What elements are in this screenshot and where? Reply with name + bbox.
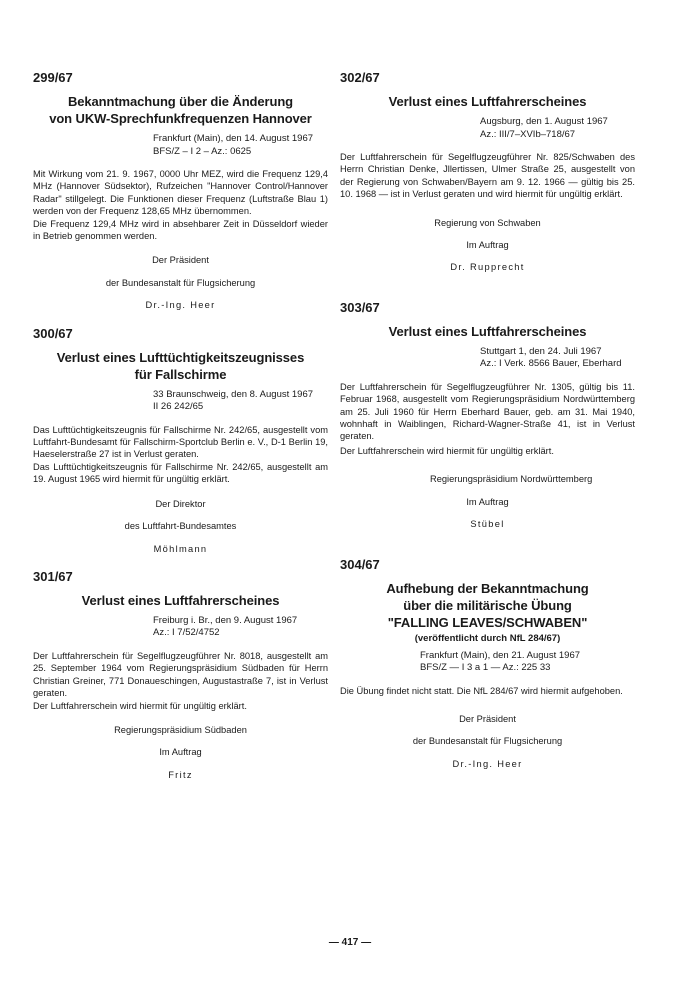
notice-body: Mit Wirkung vom 21. 9. 1967, 0000 Uhr MEZ, wird die Frequenz 129,4 MHz (Hannover Südsektor), Rufzeichen "Hannover Control/Hannover Radar" stillgelegt. Die Funktionen dieser Frequenz (Luftstraße Blau 1) werden von der Frequenz 128,65 MHz übernommen. Die Frequenz 129,4 MHz wird in absehbarer Zeit in Düsseldorf wieder in Betrieb genommen werden. [33, 169, 328, 242]
notice-subtitle: (veröffentlicht durch NfL 284/67) [414, 632, 561, 644]
notice-301 [33, 569, 328, 781]
notice-title: Bekanntmachung über die Änderung von UKW-Sprechfunkfrequenzen Hannover [49, 94, 312, 126]
notice-number: 299/67 [33, 70, 73, 85]
notice-number: 300/67 [33, 325, 73, 341]
notice-signature: Regierungspräsidium Südbaden Im Auftrag Fritz [114, 724, 247, 780]
notice-title: Verlust eines Luftfahrerscheines [388, 323, 587, 339]
left-column [33, 70, 328, 791]
notice-body: Der Luftfahrerschein für Segelflugzeugführer Nr. 825/Schwaben des Herrn Christian Denke, Jllertissen, Ulmer Straße 25, ausgestellt von der Regierung von Schwaben/Bayern am 9. 12. 1966 — gültig bis 25. 10. 1968 — ist in Verlust geraten und wird hiermit für ungültig erklärt. [340, 152, 635, 200]
notice-title: Verlust eines Luftfahrerscheines [388, 94, 587, 109]
notice-meta: Frankfurt (Main), den 14. August 1967 BFS/Z – I 2 – Az.: 0625 [153, 133, 314, 157]
notice-body: Der Luftfahrerschein für Segelflugzeugführer Nr. 1305, gültig bis 11. Februar 1968, ausgestellt vom Regierungspräsidium Nordwürttemberg am 25. Juli 1960 für Herrn Eberhard Bauer, geb. am 31. Mai 1940, wohnhaft in Waiblingen, Richard-Wagner-Straße 41, ist in Verlust geraten. Der Luftfahrerschein wird hiermit für ungültig erklärt. [340, 381, 635, 456]
notice-signature: Regierung von Schwaben Im Auftrag Dr. Rupprecht [434, 217, 541, 273]
notice-body: Der Luftfahrerschein für Segelflugzeugführer Nr. 8018, ausgestellt am 25. September 1964 vom Regierungspräsidium Südbaden für Herrn Christian Greiner, 771 Donaueschingen, Augustastraße 7, ist in Verlust geraten. Der Luftfahrerschein wird hiermit für ungültig erklärt. [33, 650, 328, 711]
notice-signature: Der Präsident der Bundesanstalt für Flugsicherung Dr.-Ing. Heer [105, 255, 256, 311]
right-column [340, 70, 635, 780]
notice-number: 301/67 [33, 568, 73, 584]
notice-302 [340, 70, 635, 274]
notice-signature: Der Präsident der Bundesanstalt für Flugsicherung Dr.-Ing. Heer [412, 713, 563, 769]
notice-title: Verlust eines Lufttüchtigkeitszeugnisses für Fallschirme [56, 349, 305, 382]
notice-meta: Augsburg, den 1. August 1967 Az.: III/7–XVIb–718/67 [480, 116, 608, 140]
notice-signature: Der Direktor des Luftfahrt-Bundesamtes Möhlmann [124, 498, 237, 554]
notice-body: Die Übung findet nicht statt. Die NfL 284/67 wird hiermit aufgehoben. [340, 685, 623, 696]
notice-number: 302/67 [340, 70, 380, 85]
notice-meta: Frankfurt (Main), den 21. August 1967 BFS/Z — I 3 a 1 — Az.: 225 33 [420, 649, 581, 673]
notice-299 [33, 70, 328, 312]
notice-title: Verlust eines Luftfahrerscheines [81, 592, 280, 608]
notice-number: 303/67 [340, 299, 380, 315]
notice-meta: Stuttgart 1, den 24. Juli 1967 Az.: I Verk. 8566 Bauer, Eberhard [480, 345, 622, 370]
notice-body: Das Lufttüchtigkeitszeugnis für Fallschirme Nr. 242/65, ausgestellt vom Luftfahrt-Bundesamt für Fallschirm-Sportclub Berlin e. V., D-1 Berlin 19, Haeselerstraße 27 ist in Verlust geraten. Das Lufttüchtigkeitszeugnis für Fallschirme Nr. 242/65, ausgestellt am 19. August 1965 wird hiermit für ungültig erklärt. [33, 424, 328, 485]
notice-300 [33, 326, 328, 555]
notice-303 [340, 300, 635, 531]
notice-meta: 33 Braunschweig, den 8. August 1967 II 26 242/65 [153, 388, 314, 413]
notice-title: Aufhebung der Bekanntmachung über die militärische Übung "FALLING LEAVES/SCHWABEN" [386, 580, 589, 630]
notice-signature: Regierungspräsidium Nordwürttemberg Im Auftrag Stübel [430, 474, 593, 530]
notice-304 [340, 557, 635, 771]
notice-meta: Freiburg i. Br., den 9. August 1967 Az.: I 7/52/4752 [153, 614, 298, 639]
notice-number: 304/67 [340, 556, 380, 572]
page-number: — 417 — [328, 937, 372, 948]
